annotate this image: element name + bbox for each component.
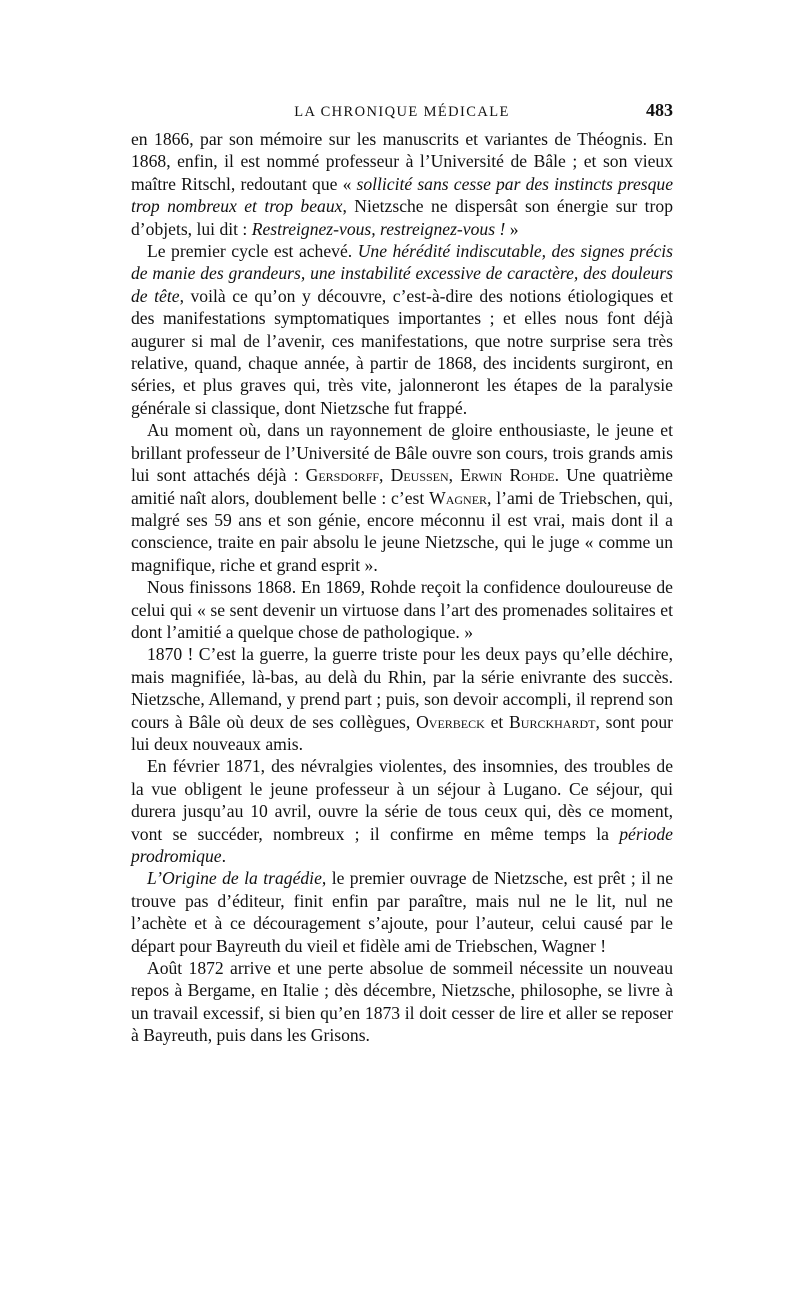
text-run: »	[505, 218, 519, 239]
italic-text: L’Origine de la tragédie	[147, 868, 322, 889]
italic-text: période prodromique	[131, 823, 673, 866]
small-caps-name: Gersdorff	[305, 465, 380, 486]
body-text	[131, 128, 673, 1047]
paragraph	[131, 576, 673, 643]
small-caps-name: Overbeck	[416, 711, 485, 732]
small-caps-name: Wagner	[429, 487, 488, 508]
text-run: Le premier cycle est achevé.	[147, 241, 358, 262]
italic-text: Restreignez-vous, restreignez-vous !	[251, 218, 506, 239]
paragraph	[131, 957, 673, 1047]
text-run: Au moment où, dans un rayonnement de gloire enthousiaste, le jeune et brillant professeur de l’Université de Bâle ouvre son cours, trois grands amis lui sont attachés déjà :	[131, 420, 673, 486]
text-run: .	[221, 846, 226, 866]
paragraph	[131, 128, 673, 240]
paragraph	[131, 643, 673, 755]
text-run: Nous finissons 1868. En 1869, Rohde reçoit la confidence douloureuse de celui qui « se sent devenir un virtuose dans l’art des promenades solitaires et dont l’amitié a quelque chose de pathologique. »	[131, 577, 673, 642]
page-header	[131, 100, 673, 128]
paragraph	[131, 867, 673, 957]
text-run: ,	[379, 465, 391, 486]
paragraph	[131, 755, 673, 867]
text-run: , l’ami de Triebschen, qui, malgré ses 59 ans et son génie, encore méconnu il est vrai, mais dont il a conscience, traite en pair absolu le jeune Nietzsche, qui le juge « comme un magnifique, riche et grand esprit ».	[131, 487, 673, 575]
paragraph	[131, 419, 673, 576]
text-run: , sont pour lui deux nouveaux amis.	[131, 711, 673, 754]
text-run: , le premier ouvrage de Nietzsche, est prêt ; il ne trouve pas d’éditeur, finit enfin par paraître, mais nul ne le lit, nul ne l’achète et à ce découragement s’ajoute, pour l’auteur, celui causé par le départ pour Bayreuth du vieil et fidèle ami de Triebschen, Wagner !	[131, 868, 674, 956]
small-caps-name: Burckhardt	[509, 711, 596, 732]
running-title: LA CHRONIQUE MÉDICALE	[294, 104, 510, 120]
small-caps-name: Deussen	[390, 465, 449, 486]
text-run: Août 1872 arrive et une perte absolue de sommeil nécessite un nouveau repos à Bergame, en Italie ; dès décembre, Nietzsche, philosophe, se livre à un travail excessif, si bien qu’en 1873 il doit cesser de lire et aller se reposer à Bayreuth, puis dans les Grisons.	[131, 958, 673, 1046]
text-run: et	[484, 711, 510, 732]
paragraph	[131, 240, 673, 419]
text-run: en 1866, par son mémoire sur les manuscrits et variantes de Théognis. En 1868, enfin, il est nommé professeur à l’Université de Bâle ; et son vieux maître Ritschl, redoutant que «	[131, 129, 673, 194]
italic-text: sollicité sans cesse par des instincts presque trop nombreux et trop beaux	[131, 173, 673, 217]
text-run: ,	[448, 465, 461, 486]
text-run: , Nietzsche ne dispersât son énergie sur trop d’objets, lui dit :	[131, 196, 673, 239]
text-run: . Une quatrième amitié naît alors, doublement belle : c’est	[131, 465, 673, 508]
text-run: En février 1871, des névralgies violentes, des insomnies, des troubles de la vue obligent le jeune professeur à un séjour à Lugano. Ce séjour, qui durera jusqu’au 10 avril, ouvre la série de tous ceux qui, dès ce moment, vont se succéder, nombreux ; il confirme en même temps la	[131, 756, 673, 844]
small-caps-name: Erwin Rohde	[460, 465, 555, 486]
italic-text: Une hérédité indiscutable, des signes précis de manie des grandeurs, une instabilité excessive de caractère, des douleurs de tête	[131, 241, 674, 306]
text-run: , voilà ce qu’on y découvre, c’est-à-dire des notions étiologiques et des manifestations symptomatiques importantes ; et elles nous font déjà augurer si mal de l’avenir, ces manifestations, que notre surprise sera très relative, quand, chaque année, à partir de 1868, des incidents surgiront, en séries, et plus graves qui, très vite, jalonneront les étapes de la paralysie générale si classique, dont Nietzsche fut frappé.	[131, 285, 674, 418]
page-number: 483	[646, 100, 673, 120]
text-run: 1870 ! C’est la guerre, la guerre triste pour les deux pays qu’elle déchire, mais magnifiée, là-bas, au delà du Rhin, par la série enivrante des succès. Nietzsche, Allemand, y prend part ; puis, son devoir accompli, il reprend son cours à Bâle où deux de ses collègues,	[131, 644, 673, 732]
